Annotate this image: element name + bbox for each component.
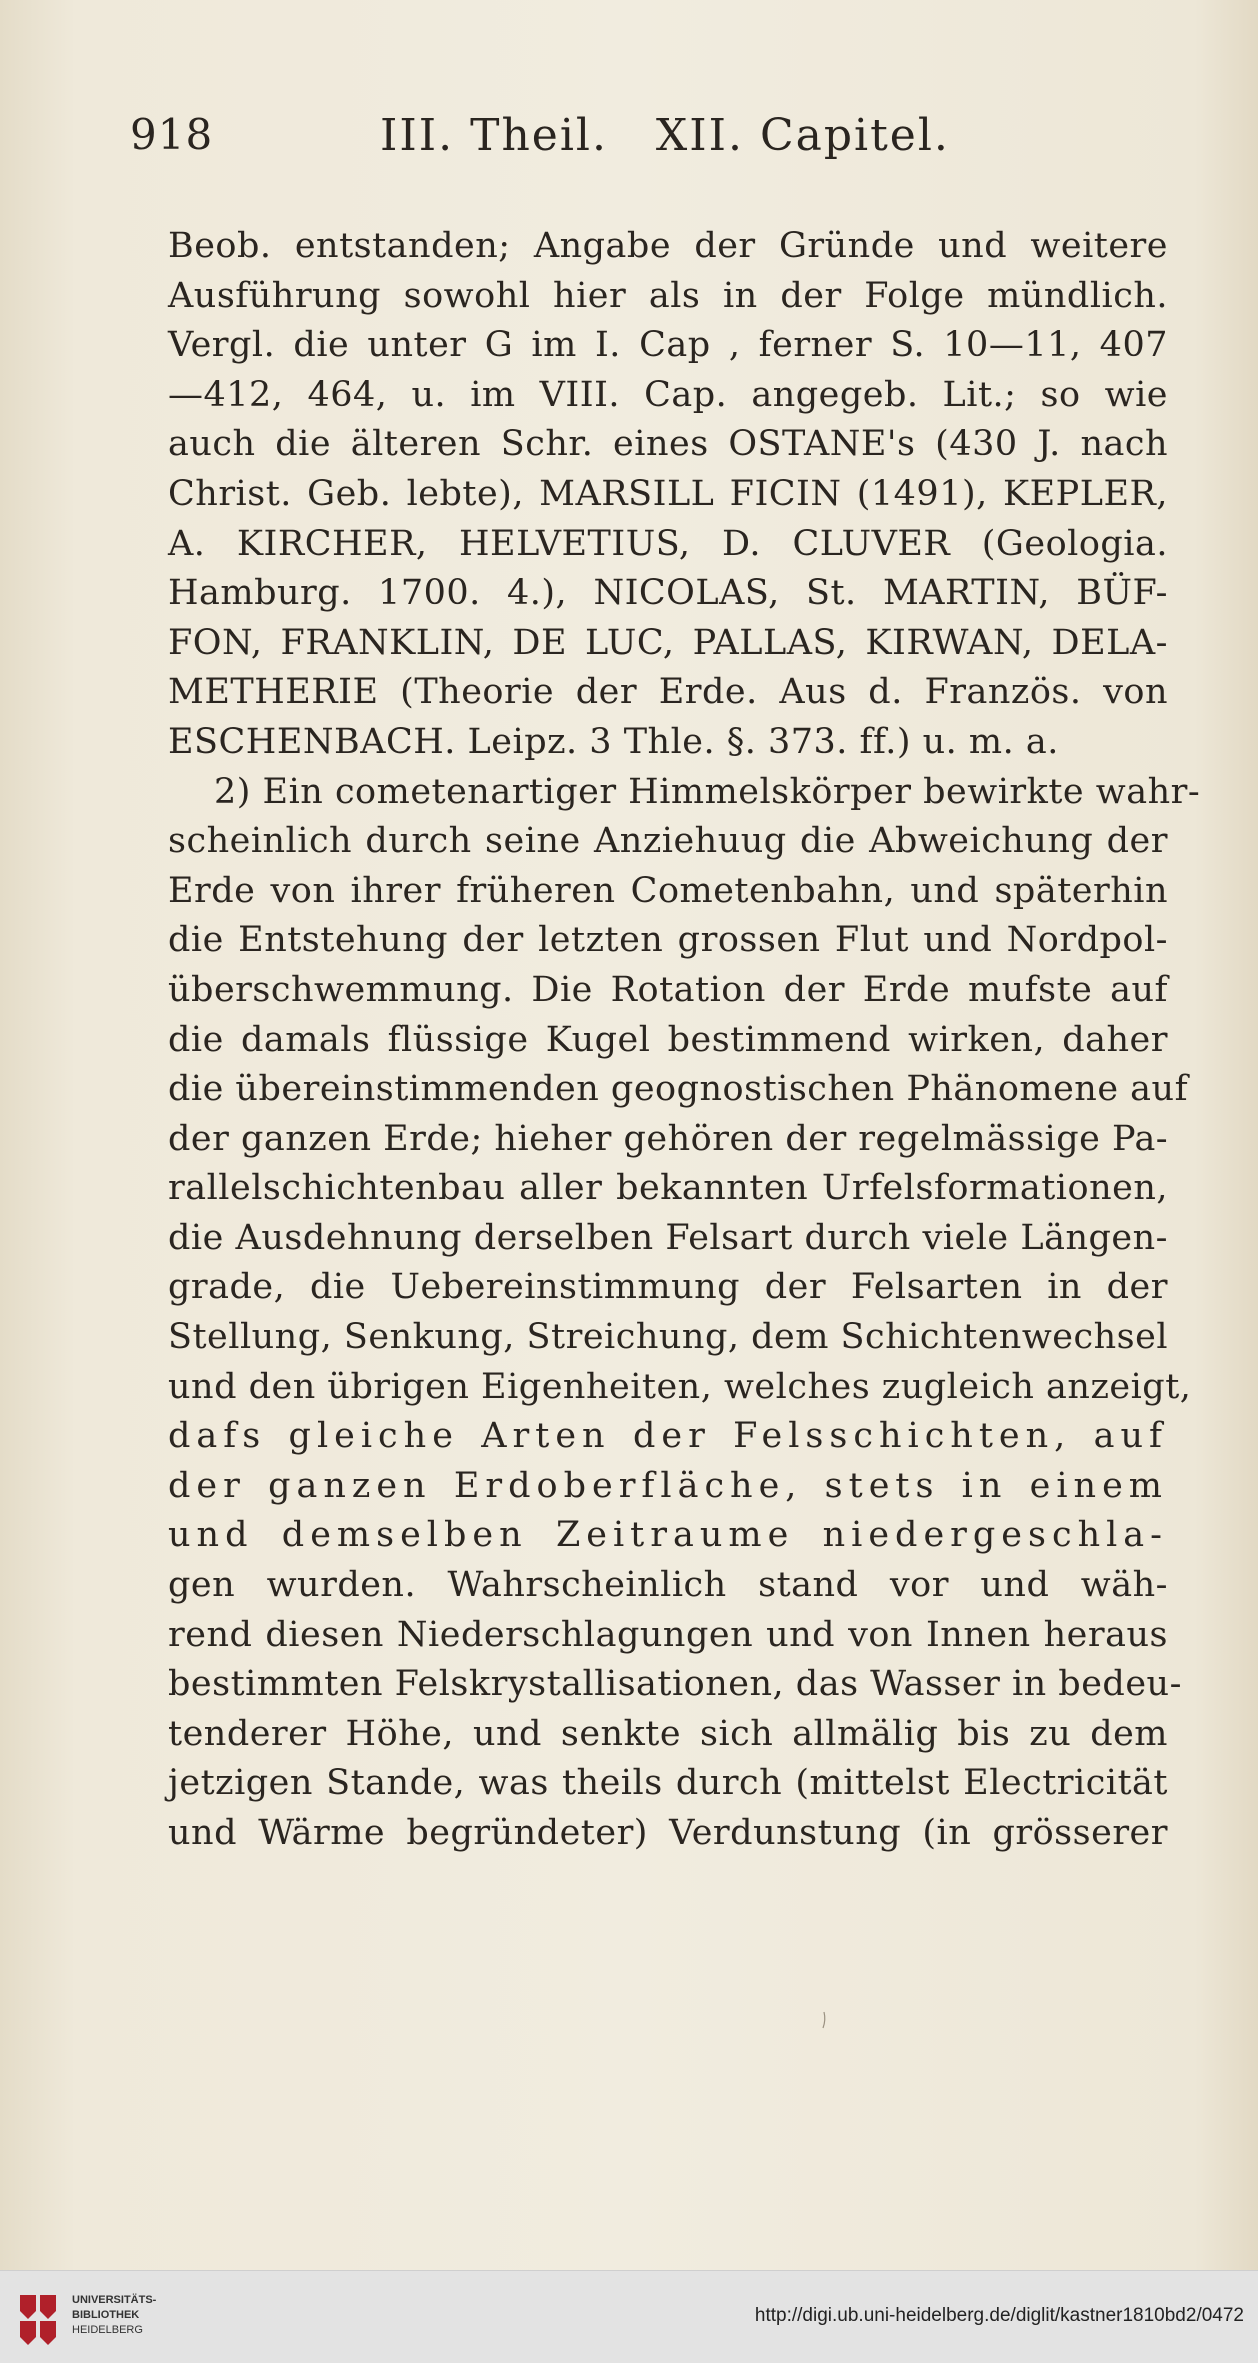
text-line: dafs gleiche Arten der Felsschichten, auf: [168, 1416, 1168, 1457]
text-line: Beob. entstanden; Angabe der Gründe und weitere: [168, 226, 1168, 266]
text-line: A. KIRCHER, HELVETIUS, D. CLUVER (Geologia.: [168, 523, 1168, 564]
page-header: [130, 110, 1130, 180]
text-line: scheinlich durch seine Anziehuug die Abweichung der: [168, 821, 1168, 862]
library-logo-text: [72, 2293, 156, 2338]
running-title: III. Theil. XII. Capitel.: [380, 110, 950, 161]
library-logo-icon: [14, 2291, 62, 2347]
text-line: jetzigen Stande, was theils durch (mittelst Electricität: [168, 1763, 1168, 1804]
text-line: die damals flüssige Kugel bestimmend wirken, daher: [168, 1019, 1168, 1060]
text-line: die übereinstimmenden geognostischen Phänomene auf: [168, 1069, 1189, 1110]
text-line: grade, die Uebereinstimmung der Felsarten in der: [168, 1267, 1168, 1308]
text-line: Erde von ihrer früheren Cometenbahn, und späterhin: [168, 870, 1168, 911]
text-line: Ausführung sowohl hier als in der Folge mündlich.: [168, 275, 1168, 316]
viewer-footer: [0, 2270, 1258, 2363]
text-line: rallelschichtenbau aller bekannten Urfelsformationen,: [168, 1168, 1168, 1209]
text-line: die Entstehung der letzten grossen Flut und Nordpol-: [168, 920, 1168, 961]
text-line: —412, 464, u. im VIII. Cap. angegeb. Lit.; so wie: [168, 374, 1168, 415]
text-line: METHERIE (Theorie der Erde. Aus d. Französ. von: [168, 672, 1168, 713]
text-line: und demselben Zeitraume niedergeschla-: [168, 1515, 1168, 1556]
logo-line: BIBLIOTHEK: [72, 2309, 140, 2321]
text-line: die Ausdehnung derselben Felsart durch viele Längen-: [168, 1217, 1168, 1258]
text-line: überschwemmung. Die Rotation der Erde mufste auf: [168, 969, 1168, 1010]
logo-line: UNIVERSITÄTS-: [72, 2294, 157, 2306]
permalink-url[interactable]: http://digi.ub.uni-heidelberg.de/diglit/kastner1810bd2/0472: [754, 2305, 1244, 2326]
text-line: auch die älteren Schr. eines OSTANE's (430 J. nach: [168, 424, 1168, 465]
text-line: ESCHENBACH. Leipz. 3 Thle. §. 373. ff.) u. m. a.: [168, 721, 1059, 762]
text-line: rend diesen Niederschlagungen und von Innen heraus: [168, 1614, 1168, 1655]
text-line: und den übrigen Eigenheiten, welches zugleich anzeigt,: [168, 1366, 1192, 1407]
text-line: Stellung, Senkung, Streichung, dem Schichtenwechsel: [168, 1317, 1169, 1358]
text-line: Hamburg. 1700. 4.), NICOLAS, St. MARTIN, BÜF-: [168, 573, 1168, 614]
page-number: 918: [130, 110, 214, 159]
text-line: und Wärme begründeter) Verdunstung (in grösserer: [168, 1813, 1168, 1853]
body-text: [168, 222, 1201, 1859]
text-line: der ganzen Erdoberfläche, stets in einem: [168, 1465, 1168, 1506]
text-line: bestimmten Felskrystallisationen, das Wasser in bedeu-: [168, 1664, 1182, 1705]
text-line: FON, FRANKLIN, DE LUC, PALLAS, KIRWAN, DELA-: [168, 622, 1168, 663]
text-line: Christ. Geb. lebte), MARSILL FICIN (1491), KEPLER,: [168, 473, 1168, 514]
text-line: Vergl. die unter G im I. Cap , ferner S. 10—11, 407: [168, 325, 1168, 366]
text-line: tenderer Höhe, und senkte sich allmälig bis zu dem: [168, 1713, 1168, 1754]
text-line: der ganzen Erde; hieher gehören der regelmässige Pa-: [168, 1118, 1169, 1159]
text-line: gen wurden. Wahrscheinlich stand vor und wäh-: [168, 1565, 1168, 1606]
logo-line: HEIDELBERG: [72, 2324, 143, 2336]
text-line: 2) Ein cometenartiger Himmelskörper bewirkte wahr-: [214, 771, 1201, 812]
ink-speck: [820, 2010, 828, 2030]
